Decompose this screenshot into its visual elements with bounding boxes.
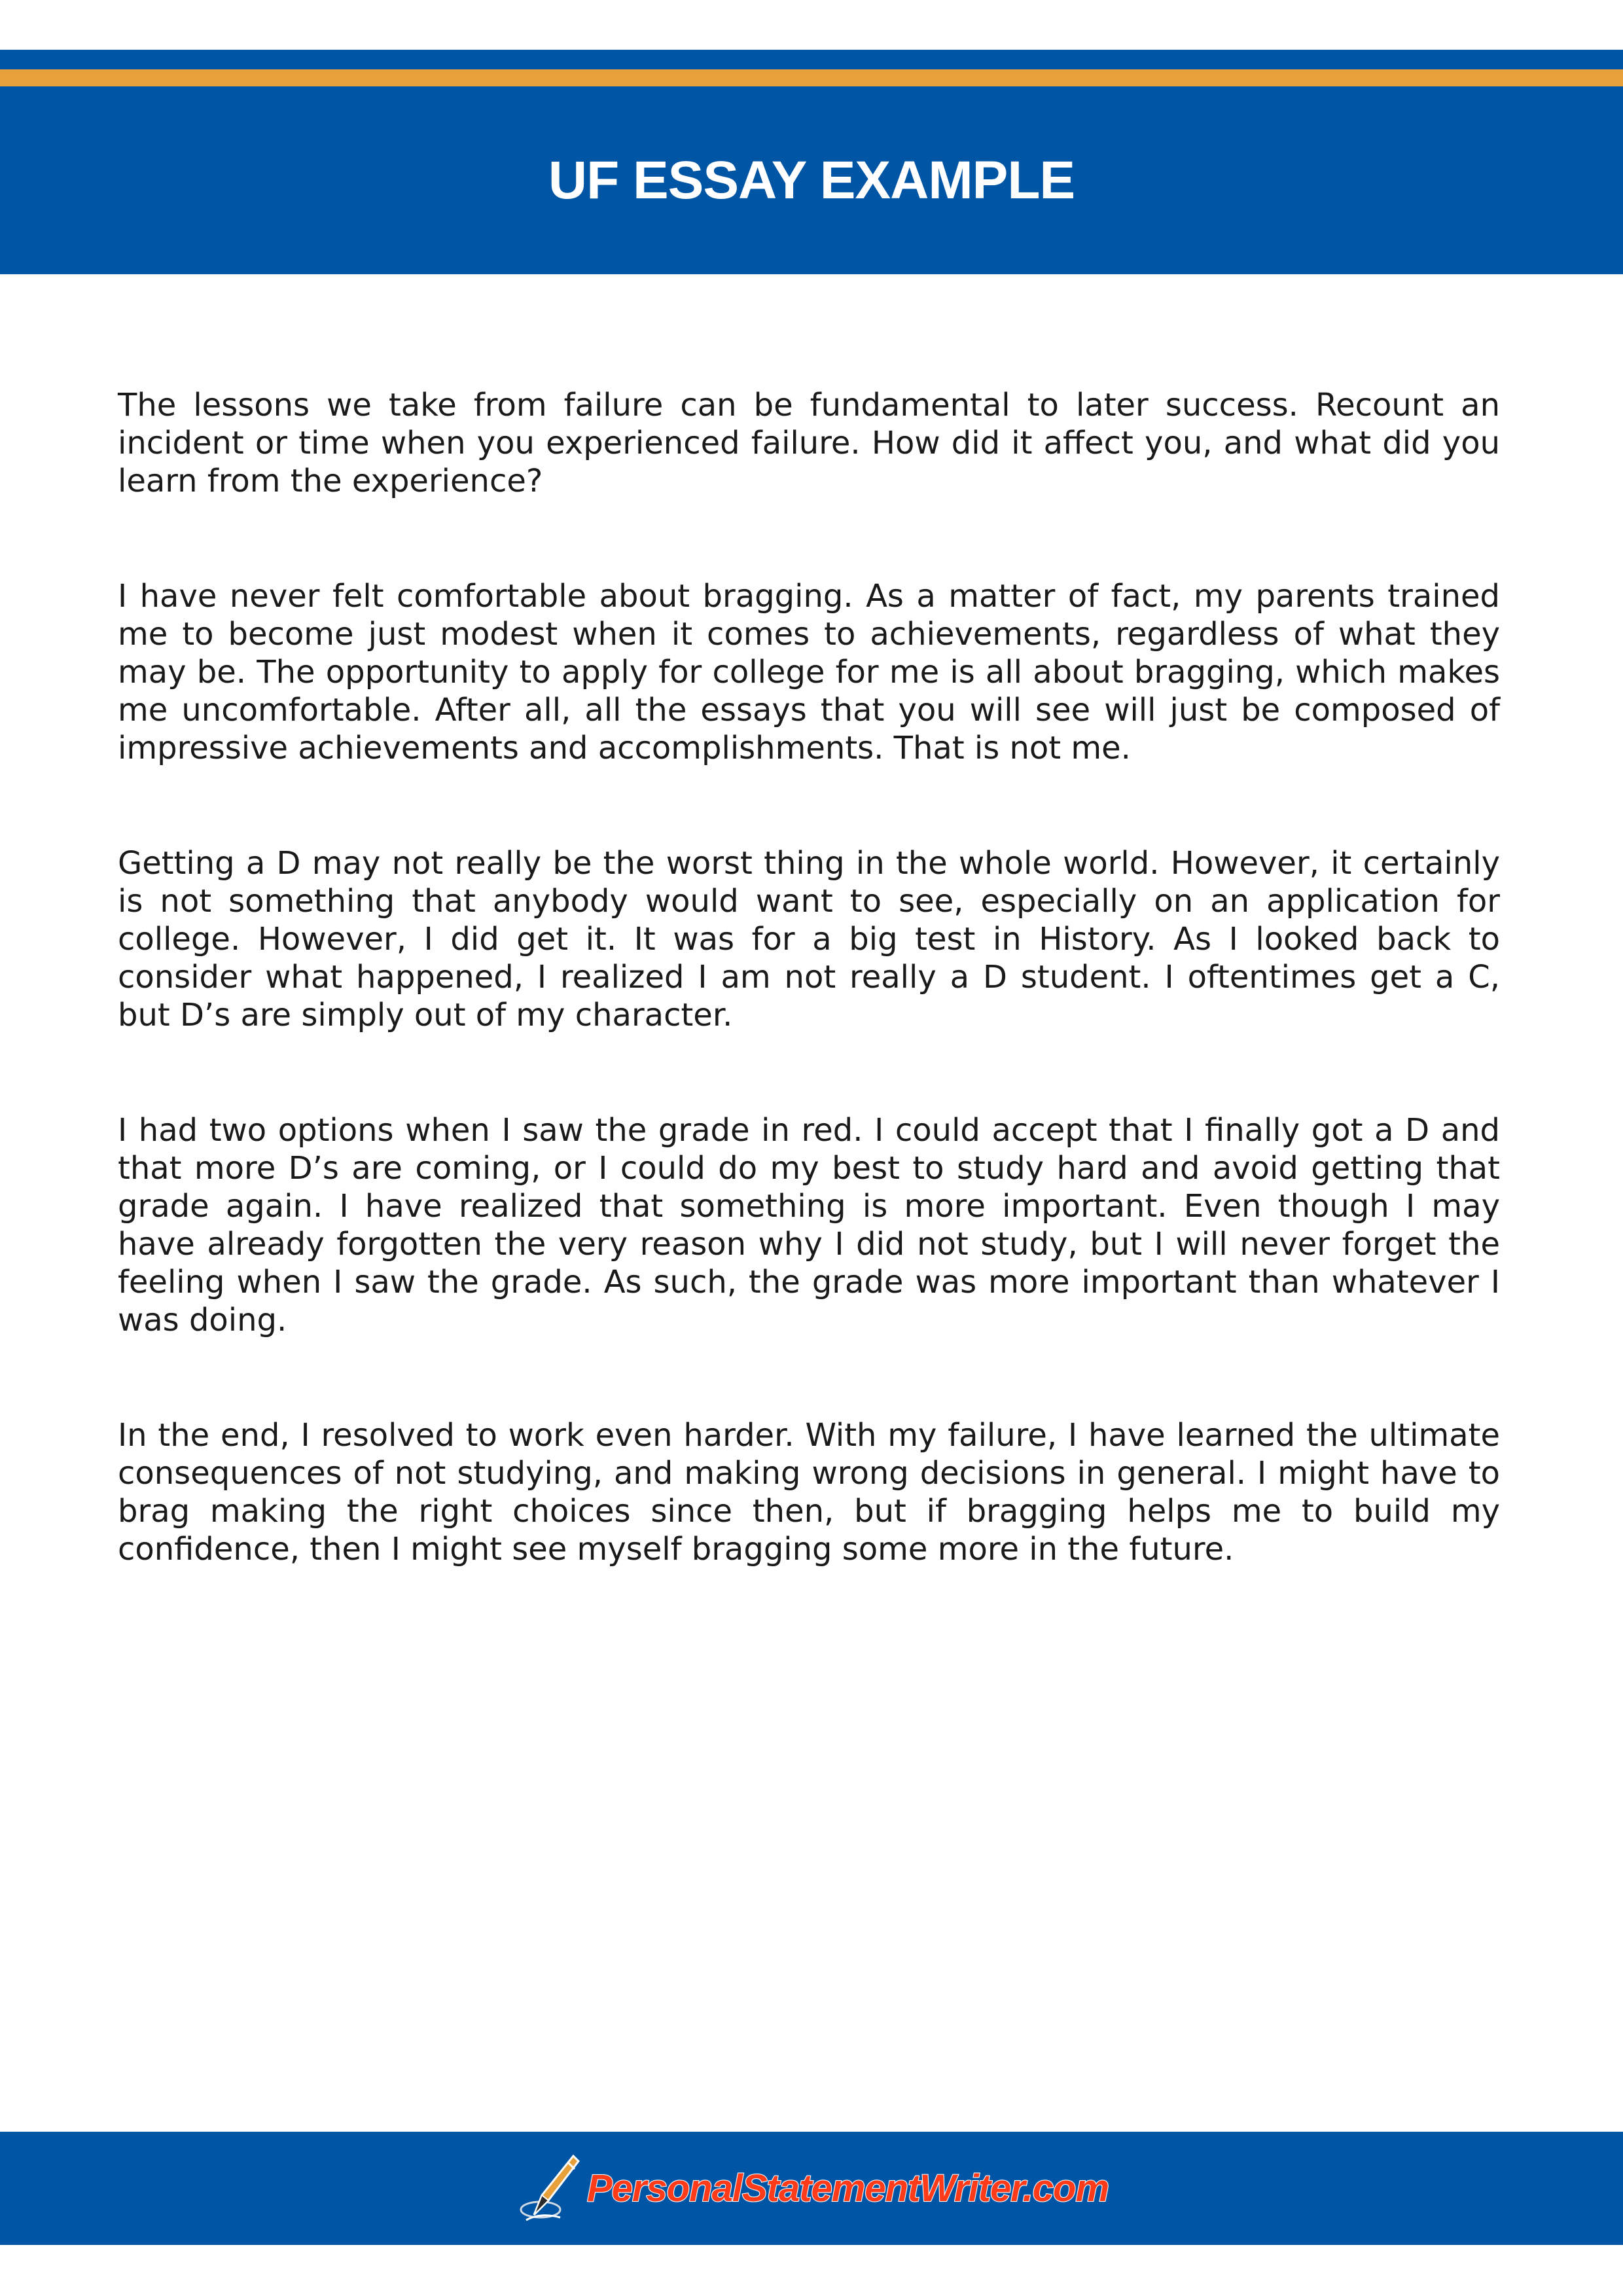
essay-paragraph-3: I had two options when I saw the grade in red. I could accept that I finally got a D and that more D’s are coming, or I could do my best to study hard and avoid getting that grade again. I have realized that something is more important. Even though I may have already forgotten the very reason why I did not study, but I will never forget the feeling when I saw the grade. As such, the grade was more important than whatever I was doing.: [118, 1112, 1500, 1338]
essay-paragraph-4: In the end, I resolved to work even harder. With my failure, I have learned the ultimate consequences of not studying, and making wrong decisions in general. I might have to brag making the right choices since then, but if bragging helps me to build my confidence, then I might see myself bragging some more in the future.: [118, 1417, 1500, 1568]
brand-name: PersonalStatementWriter.com: [586, 2167, 1109, 2210]
essay-body: [118, 386, 1500, 1645]
pen-icon: [514, 2149, 583, 2228]
footer-banner: [0, 2132, 1623, 2245]
header-banner: [0, 86, 1623, 274]
essay-paragraph-1: I have never felt comfortable about bragging. As a matter of fact, my parents trained me to become just modest when it comes to achievements, regardless of what they may be. The opportunity to apply for college for me is all about bragging, which makes me uncomfortable. After all, all the essays that you will see will just be composed of impressive achievements and accomplishments. That is not me.: [118, 578, 1500, 766]
orange-accent-stripe: [0, 69, 1623, 86]
top-blue-stripe: [0, 50, 1623, 69]
essay-paragraph-2: Getting a D may not really be the worst thing in the whole world. However, it certainly is not something that anybody would want to see, especially on an application for college. However, I did get it. It was for a big test in History. As I looked back to consider what happened, I realized I am not really a D student. I oftentimes get a C, but D’s are simply out of my character.: [118, 845, 1500, 1033]
page-title: UF ESSAY EXAMPLE: [548, 150, 1075, 210]
brand-logo: [514, 2149, 1109, 2228]
essay-prompt: The lessons we take from failure can be fundamental to later success. Recount an incident or time when you experienced failure. How did it affect you, and what did you learn from the experience?: [118, 387, 1500, 499]
